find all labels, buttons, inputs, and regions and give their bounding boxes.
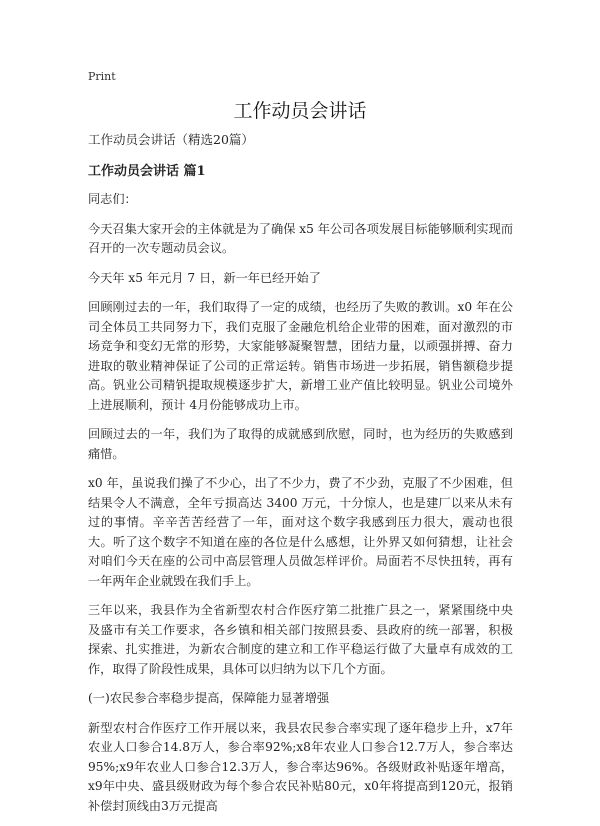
print-link[interactable]: Print [88,70,116,83]
paragraph: 今天年 x5 年元月 7 日，新一年已经开始了 [88,270,321,285]
section-heading: 工作动员会讲话 篇1 [88,164,206,179]
paragraph: 新型农村合作医疗工作开展以来，我县农民参合率实现了逐年稳步上升，x7年农业人口参合14.8万人，参合率92%;x8年农业人口参合12.7万人，参合率达95%;x9年农业人口参合12.3万人，参合率达96%。各级财政补贴逐年增高，x9年中央、盛县级财政为每个参合农民补贴80元，x0年将提高到120元，报销补偿封顶线由3万元提高 [88,720,513,813]
paragraph: 今天召集大家开会的主体就是为了确保 x5 年公司各项发展目标能够顺利实现而召开的一次专题动员会议。 [88,221,513,255]
paragraph: 同志们： [88,192,137,206]
paragraph: 三年以来，我县作为全省新型农村合作医疗第二批推广县之一，紧紧围绕中央及盛市有关工作要求，各乡镇和相关部门按照县委、县政府的统一部署，积极探索、扎实推进，为新农合制度的建立和工作平稳运行做了大量卓有成效的工作，取得了阶段性成果，具体可以归纳为以下几个方面。 [88,603,513,676]
document-title: 工作动员会讲话 [233,100,367,122]
paragraph: 回顾刚过去的一年，我们取得了一定的成绩，也经历了失败的教训。x0 年在公司全体员工共同努力下，我们克服了金融危机给企业带的困难，面对激烈的市场竞争和变幻无常的形势，大家能够凝聚智慧，团结力量，以顽强拼搏、奋力进取的敬业精神保证了公司的正常运转。销售市场进一步拓展，销售额稳步提高。钒业公司精钒提取规模逐步扩大，新增工业产值比较明显。钒业公司境外上进展顺利，预计 4月份能够成功上市。 [88,300,513,412]
paragraph: (一)农民参合率稳步提高，保障能力显著增强 [88,691,330,705]
paragraph: x0 年，虽说我们操了不少心，出了不少力，费了不少劲，克服了不少困难，但结果令人不满意，全年亏损高达 3400 万元，十分惊人，也是建厂以来从未有过的事情。辛辛苦苦经营了一年，面对这个数字我感到压力很大，震动也很大。听了这个数字不知道在座的各位是什么感想，让外界又如何猜想，让社会对咱们今天在座的公司中高层管理人员做怎样评价。局面若不尽快扭转，再有一年两年企业就毁在我们手上。 [88,476,513,588]
paragraph: 回顾过去的一年，我们为了取得的成就感到欣慰，同时，也为经历的失败感到痛惜。 [88,427,513,461]
document-subtitle: 工作动员会讲话（精选20篇） [88,132,254,147]
document-body [88,130,513,826]
